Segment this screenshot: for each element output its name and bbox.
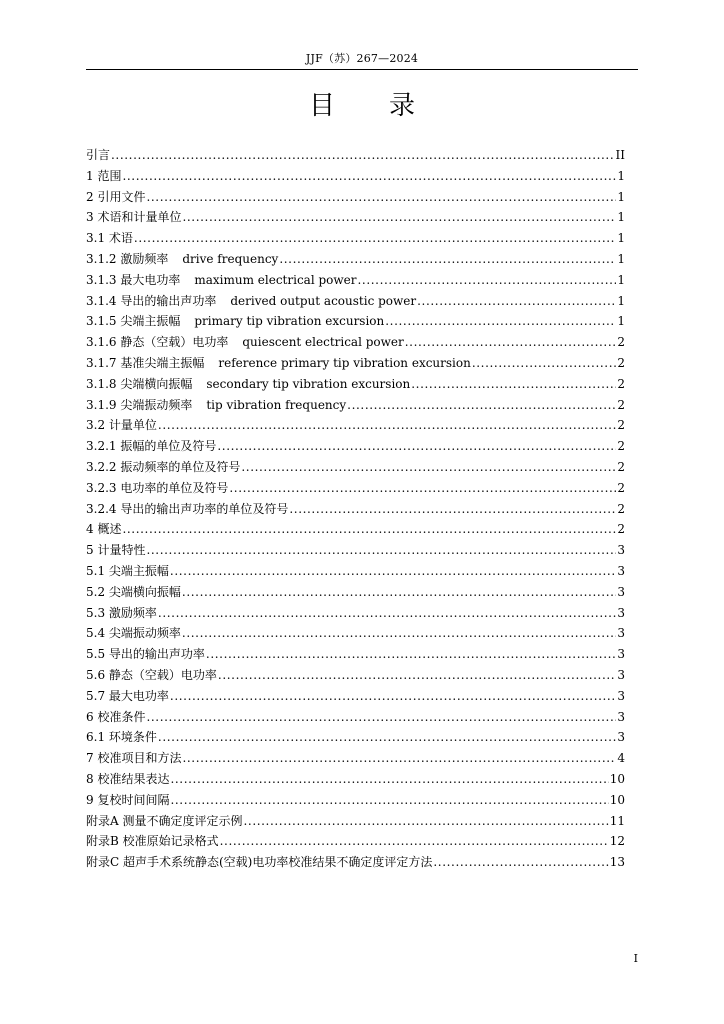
toc-leader-dots	[111, 145, 615, 166]
toc-entry-label	[86, 519, 121, 540]
toc-entry-title: 引言	[86, 148, 111, 162]
toc-leader-dots	[182, 623, 616, 644]
toc-entry-page: 3	[617, 605, 625, 620]
toc-entry-page: 2	[617, 439, 625, 454]
toc-entry[interactable]	[86, 270, 625, 291]
toc-entry-title: 3.1.4 导出的输出声功率	[86, 293, 217, 308]
toc-leader-dots	[243, 811, 608, 832]
toc-entry-title: 3.1.7 基准尖端主振幅	[86, 355, 205, 370]
toc-leader-dots	[241, 457, 616, 478]
toc-leader-dots	[122, 166, 616, 187]
toc-entry-title: 5.7 最大电功率	[86, 688, 169, 703]
toc-entry-english-title: drive frequency	[182, 251, 279, 266]
toc-leader-dots	[472, 353, 617, 374]
toc-entry-title: 2 引用文件	[86, 189, 146, 204]
header-rule	[86, 69, 638, 70]
table-of-contents	[86, 145, 625, 873]
toc-entry-page: 3	[617, 709, 625, 724]
toc-entry-label	[86, 727, 157, 748]
toc-entry-title: 6.1 环境条件	[86, 730, 157, 745]
toc-leader-dots	[218, 665, 616, 686]
toc-entry-title: 5 计量特性	[86, 543, 146, 558]
toc-leader-dots	[122, 519, 616, 540]
toc-entry[interactable]	[86, 790, 625, 811]
toc-entry-label	[86, 270, 357, 291]
toc-entry[interactable]	[86, 727, 625, 748]
toc-entry[interactable]	[86, 249, 625, 270]
toc-leader-dots	[405, 332, 617, 353]
toc-entry-title: 5.4 尖端振动频率	[86, 626, 181, 641]
toc-entry-label	[86, 811, 242, 832]
toc-entry-label	[86, 582, 181, 603]
toc-entry-label	[86, 415, 157, 436]
toc-entry-label	[86, 228, 133, 249]
toc-entry-title: 5.1 尖端主振幅	[86, 563, 169, 578]
toc-entry-label	[86, 395, 346, 416]
toc-entry-label	[86, 644, 205, 665]
toc-entry-title: 8 校准结果表达	[86, 771, 170, 786]
toc-entry[interactable]	[86, 166, 625, 187]
toc-leader-dots	[229, 478, 616, 499]
toc-entry[interactable]	[86, 582, 625, 603]
toc-entry[interactable]	[86, 228, 625, 249]
toc-entry-label	[86, 207, 181, 228]
toc-entry-page: 1	[617, 293, 625, 308]
toc-leader-dots	[146, 187, 616, 208]
toc-leader-dots	[358, 270, 617, 291]
toc-entry-label	[86, 291, 416, 312]
toc-entry-title: 5.5 导出的输出声功率	[86, 647, 205, 662]
toc-entry[interactable]	[86, 686, 625, 707]
toc-leader-dots	[182, 748, 616, 769]
toc-entry-title: 5.6 静态（空载）电功率	[86, 667, 217, 682]
toc-entry[interactable]	[86, 457, 625, 478]
toc-entry[interactable]	[86, 519, 625, 540]
toc-entry-title: 3.2 计量单位	[86, 418, 157, 433]
toc-entry-label	[86, 374, 410, 395]
toc-entry[interactable]	[86, 623, 625, 644]
toc-leader-dots	[158, 415, 616, 436]
toc-entry-title: 3.1 术语	[86, 231, 133, 246]
toc-entry-title: 3.1.3 最大电功率	[86, 272, 181, 287]
toc-entry-english-title: derived output acoustic power	[230, 293, 417, 308]
toc-entry[interactable]	[86, 540, 625, 561]
toc-entry[interactable]	[86, 353, 625, 374]
toc-entry-title: 5.2 尖端横向振幅	[86, 584, 181, 599]
toc-entry[interactable]	[86, 478, 625, 499]
toc-entry-label	[86, 353, 471, 374]
toc-entry-page: 2	[617, 480, 625, 495]
toc-entry-page: 2	[617, 501, 625, 516]
toc-entry-label	[86, 145, 110, 166]
toc-entry-page: 2	[617, 459, 625, 474]
toc-entry-page: 3	[617, 543, 625, 558]
toc-entry-title: 附录B 校准原始记录格式	[86, 834, 219, 849]
toc-entry-label	[86, 769, 169, 790]
toc-entry-page: 3	[617, 626, 625, 641]
toc-entry-title: 3.2.4 导出的输出声功率的单位及符号	[86, 501, 289, 516]
toc-leader-dots	[220, 831, 609, 852]
toc-entry-page: 1	[617, 314, 625, 329]
toc-leader-dots	[279, 249, 616, 270]
toc-entry-page: 2	[617, 355, 625, 370]
toc-entry[interactable]	[86, 852, 625, 873]
toc-entry-label	[86, 332, 404, 353]
toc-entry[interactable]	[86, 291, 625, 312]
toc-entry-label	[86, 166, 121, 187]
toc-entry-label	[86, 852, 432, 873]
toc-entry-label	[86, 623, 181, 644]
toc-entry[interactable]	[86, 769, 625, 790]
toc-entry-page: 1	[617, 210, 625, 225]
toc-entry-english-title: tip vibration frequency	[206, 397, 347, 412]
toc-entry[interactable]	[86, 374, 625, 395]
toc-leader-dots	[411, 374, 616, 395]
page-number: I	[633, 952, 638, 965]
toc-leader-dots	[433, 852, 608, 873]
toc-leader-dots	[146, 707, 616, 728]
toc-entry-label	[86, 665, 217, 686]
toc-entry[interactable]	[86, 395, 625, 416]
toc-entry-label	[86, 311, 384, 332]
toc-entry-label	[86, 540, 145, 561]
toc-leader-dots	[158, 727, 616, 748]
toc-leader-dots	[417, 291, 616, 312]
toc-entry-title: 3.1.5 尖端主振幅	[86, 314, 181, 329]
toc-entry-label	[86, 457, 240, 478]
toc-entry-label	[86, 436, 216, 457]
toc-entry-label	[86, 831, 219, 852]
toc-entry-page: 2	[617, 418, 625, 433]
toc-leader-dots	[170, 686, 616, 707]
toc-entry-page: 4	[617, 751, 625, 766]
toc-entry-label	[86, 748, 181, 769]
toc-entry-label	[86, 603, 157, 624]
toc-entry-label	[86, 478, 228, 499]
toc-leader-dots	[289, 499, 616, 520]
toc-entry-title: 3.2.3 电功率的单位及符号	[86, 480, 229, 495]
toc-entry-page: 3	[617, 667, 625, 682]
toc-entry-label	[86, 499, 288, 520]
title-char-1: 目	[308, 91, 335, 121]
toc-entry-page: 3	[617, 563, 625, 578]
toc-entry-page: 2	[617, 397, 625, 412]
toc-entry[interactable]	[86, 415, 625, 436]
title-char-2: 录	[389, 91, 416, 121]
toc-entry-title: 附录A 测量不确定度评定示例	[86, 813, 243, 828]
toc-leader-dots	[385, 311, 616, 332]
toc-leader-dots	[134, 228, 616, 249]
toc-entry[interactable]	[86, 665, 625, 686]
toc-entry-page: 2	[617, 522, 625, 537]
toc-entry-english-title: quiescent electrical power	[242, 335, 404, 350]
toc-leader-dots	[170, 561, 616, 582]
toc-entry-label	[86, 707, 145, 728]
toc-entry[interactable]	[86, 187, 625, 208]
toc-entry[interactable]	[86, 811, 625, 832]
toc-leader-dots	[170, 769, 608, 790]
toc-entry[interactable]	[86, 332, 625, 353]
toc-entry-english-title: primary tip vibration excursion	[194, 314, 385, 329]
toc-leader-dots	[182, 582, 616, 603]
toc-entry-label	[86, 686, 169, 707]
toc-entry[interactable]	[86, 207, 625, 228]
toc-entry-label	[86, 187, 145, 208]
toc-entry-label	[86, 790, 169, 811]
toc-entry-title: 6 校准条件	[86, 709, 146, 724]
toc-entry-page: 3	[617, 730, 625, 745]
toc-entry[interactable]	[86, 499, 625, 520]
toc-entry-page: II	[615, 148, 625, 162]
toc-entry-title: 4 概述	[86, 522, 122, 537]
toc-entry-page: 13	[609, 855, 625, 870]
toc-entry-title: 3.2.1 振幅的单位及符号	[86, 439, 217, 454]
toc-entry-title: 3.2.2 振动频率的单位及符号	[86, 459, 241, 474]
toc-entry-title: 3.1.9 尖端振动频率	[86, 397, 193, 412]
toc-entry-title: 5.3 激励频率	[86, 605, 157, 620]
toc-entry-page: 10	[609, 792, 625, 807]
toc-entry-title: 附录C 超声手术系统静态(空载)电功率校准结果不确定度评定方法	[86, 855, 433, 870]
toc-entry-page: 1	[617, 168, 625, 183]
toc-entry-page: 3	[617, 688, 625, 703]
toc-entry-title: 3.1.8 尖端横向振幅	[86, 376, 193, 391]
toc-entry-label	[86, 561, 169, 582]
toc-entry-english-title: secondary tip vibration excursion	[206, 376, 411, 391]
toc-leader-dots	[182, 207, 616, 228]
toc-entry-title: 3.1.6 静态（空载）电功率	[86, 335, 229, 350]
toc-leader-dots	[146, 540, 616, 561]
toc-entry-page: 1	[617, 189, 625, 204]
toc-entry[interactable]	[86, 145, 625, 166]
toc-entry-page: 1	[617, 231, 625, 246]
toc-entry-page: 1	[617, 272, 625, 287]
toc-entry-title: 9 复校时间间隔	[86, 792, 170, 807]
toc-entry[interactable]	[86, 831, 625, 852]
toc-leader-dots	[158, 603, 616, 624]
toc-entry-page: 2	[617, 335, 625, 350]
toc-entry-english-title: maximum electrical power	[194, 272, 357, 287]
toc-entry-page: 3	[617, 647, 625, 662]
toc-entry[interactable]	[86, 561, 625, 582]
toc-entry-page: 1	[617, 251, 625, 266]
toc-entry-page: 2	[617, 376, 625, 391]
page-title	[86, 86, 638, 126]
toc-entry-title: 3.1.2 激励频率	[86, 251, 169, 266]
toc-entry[interactable]	[86, 748, 625, 769]
toc-entry[interactable]	[86, 707, 625, 728]
toc-entry-page: 3	[617, 584, 625, 599]
toc-entry-page: 11	[609, 813, 625, 828]
toc-leader-dots	[206, 644, 616, 665]
toc-entry-page: 12	[609, 834, 625, 849]
toc-entry[interactable]	[86, 436, 625, 457]
toc-entry-title: 1 范围	[86, 168, 122, 183]
toc-entry-title: 7 校准项目和方法	[86, 751, 182, 766]
toc-entry[interactable]	[86, 603, 625, 624]
toc-entry[interactable]	[86, 644, 625, 665]
toc-entry-title: 3 术语和计量单位	[86, 210, 182, 225]
toc-entry[interactable]	[86, 311, 625, 332]
toc-leader-dots	[170, 790, 608, 811]
running-header: JJF（苏）267—2024	[305, 52, 419, 65]
toc-leader-dots	[347, 395, 616, 416]
toc-leader-dots	[217, 436, 616, 457]
toc-entry-english-title: reference primary tip vibration excursion	[218, 355, 471, 370]
toc-entry-page: 10	[609, 771, 625, 786]
toc-entry-label	[86, 249, 278, 270]
